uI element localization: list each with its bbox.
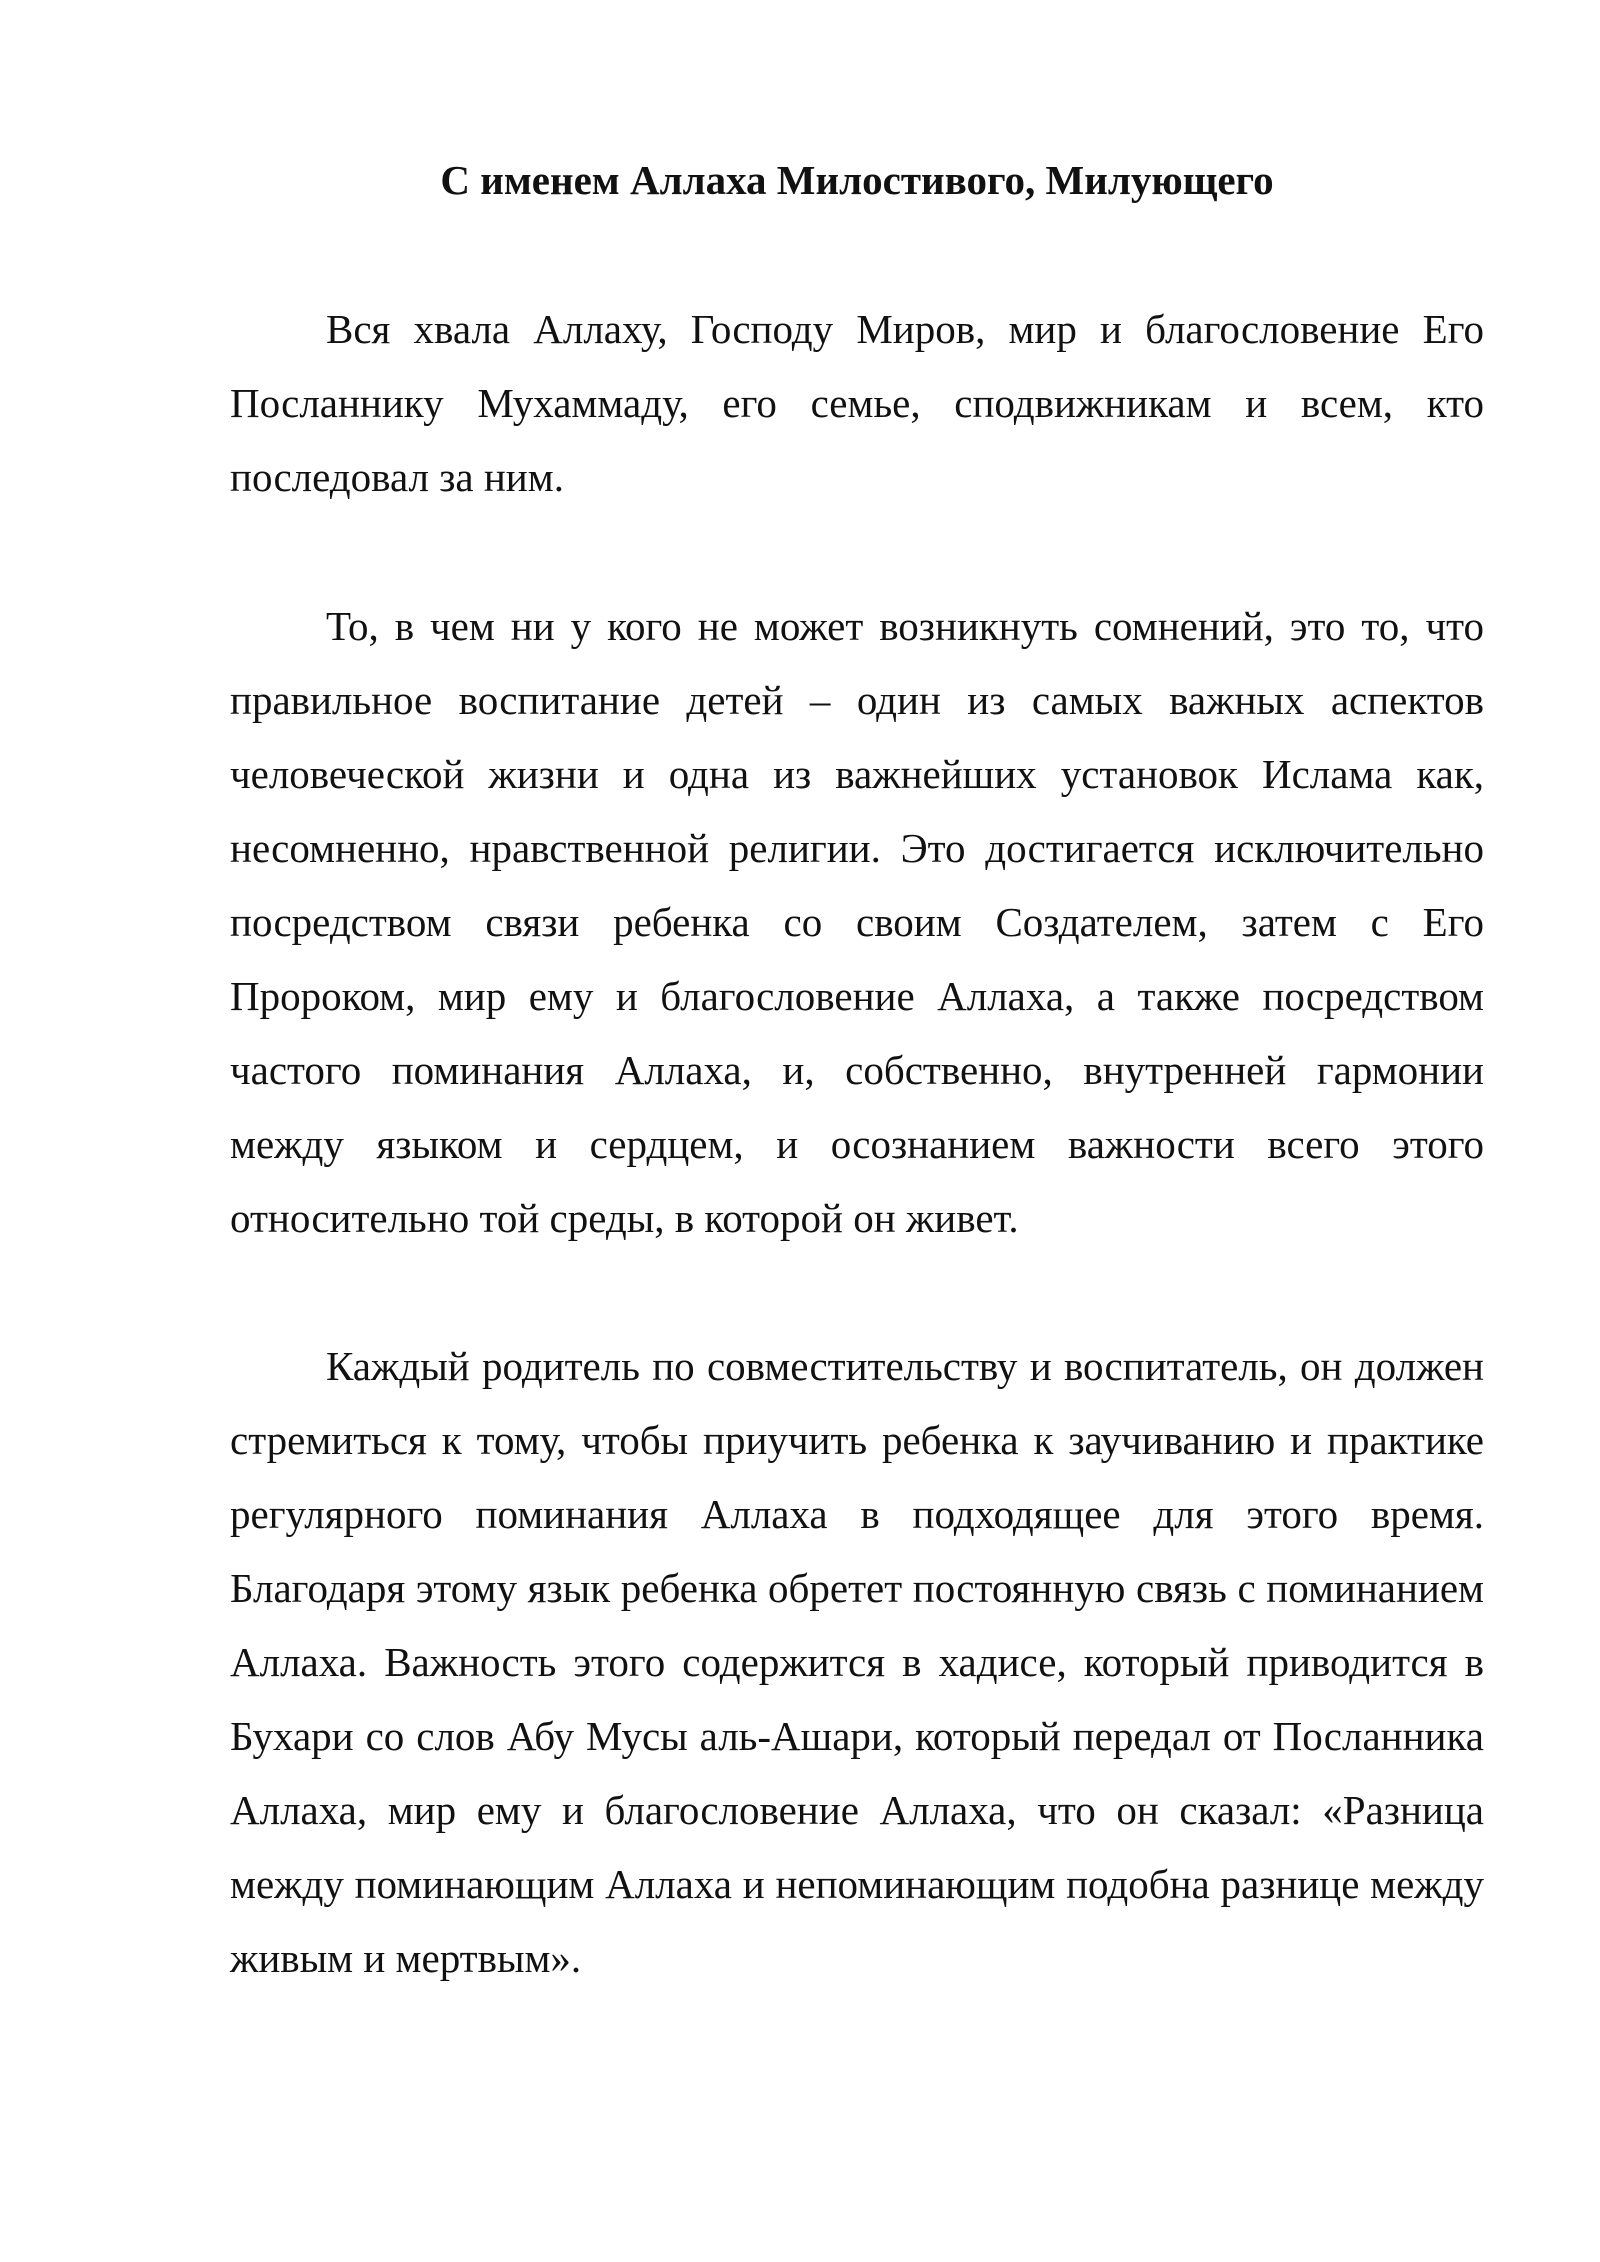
document-title: С именем Аллаха Милостивого, Милующего xyxy=(440,157,1274,203)
paragraph-upbringing: То, в чем ни у кого не может возникнуть сомнений, это то, что правильное воспитание детей – один из самых важных аспектов человеческой жизни и одна из важнейших установок Ислама как, несомненно, нравственной религии. Это достигается исключительно посредством связи ребенка со своим Создателем, затем с Его Пророком, мир ему и благословение Аллаха, а также посредством частого поминания Аллаха, и, собственно, внутренней гармонии между языком и сердцем, и осознанием важности всего этого относительно той среды, в которой он живет. xyxy=(230,603,1484,1241)
paragraph-praise: Вся хвала Аллаху, Господу Миров, мир и благословение Его Посланнику Мухаммаду, его семье, сподвижникам и всем, кто последовал за ним. xyxy=(230,306,1484,500)
paragraph-remembrance: Каждый родитель по совместительству и воспитатель, он должен стремиться к тому, чтобы приучить ребенка к заучиванию и практике регулярного поминания Аллаха в подходящее для этого время. Благодаря этому язык ребенка обретет постоянную связь с поминанием Аллаха. Важность этого содержится в хадисе, который приводится в Бухари со слов Абу Мусы аль-Ашари, который передал от Посланника Аллаха, мир ему и благословение Аллаха, что он сказал: «Разница между поминающим Аллаха и непоминающим подобна разнице между живым и мертвым». xyxy=(230,1343,1484,1981)
